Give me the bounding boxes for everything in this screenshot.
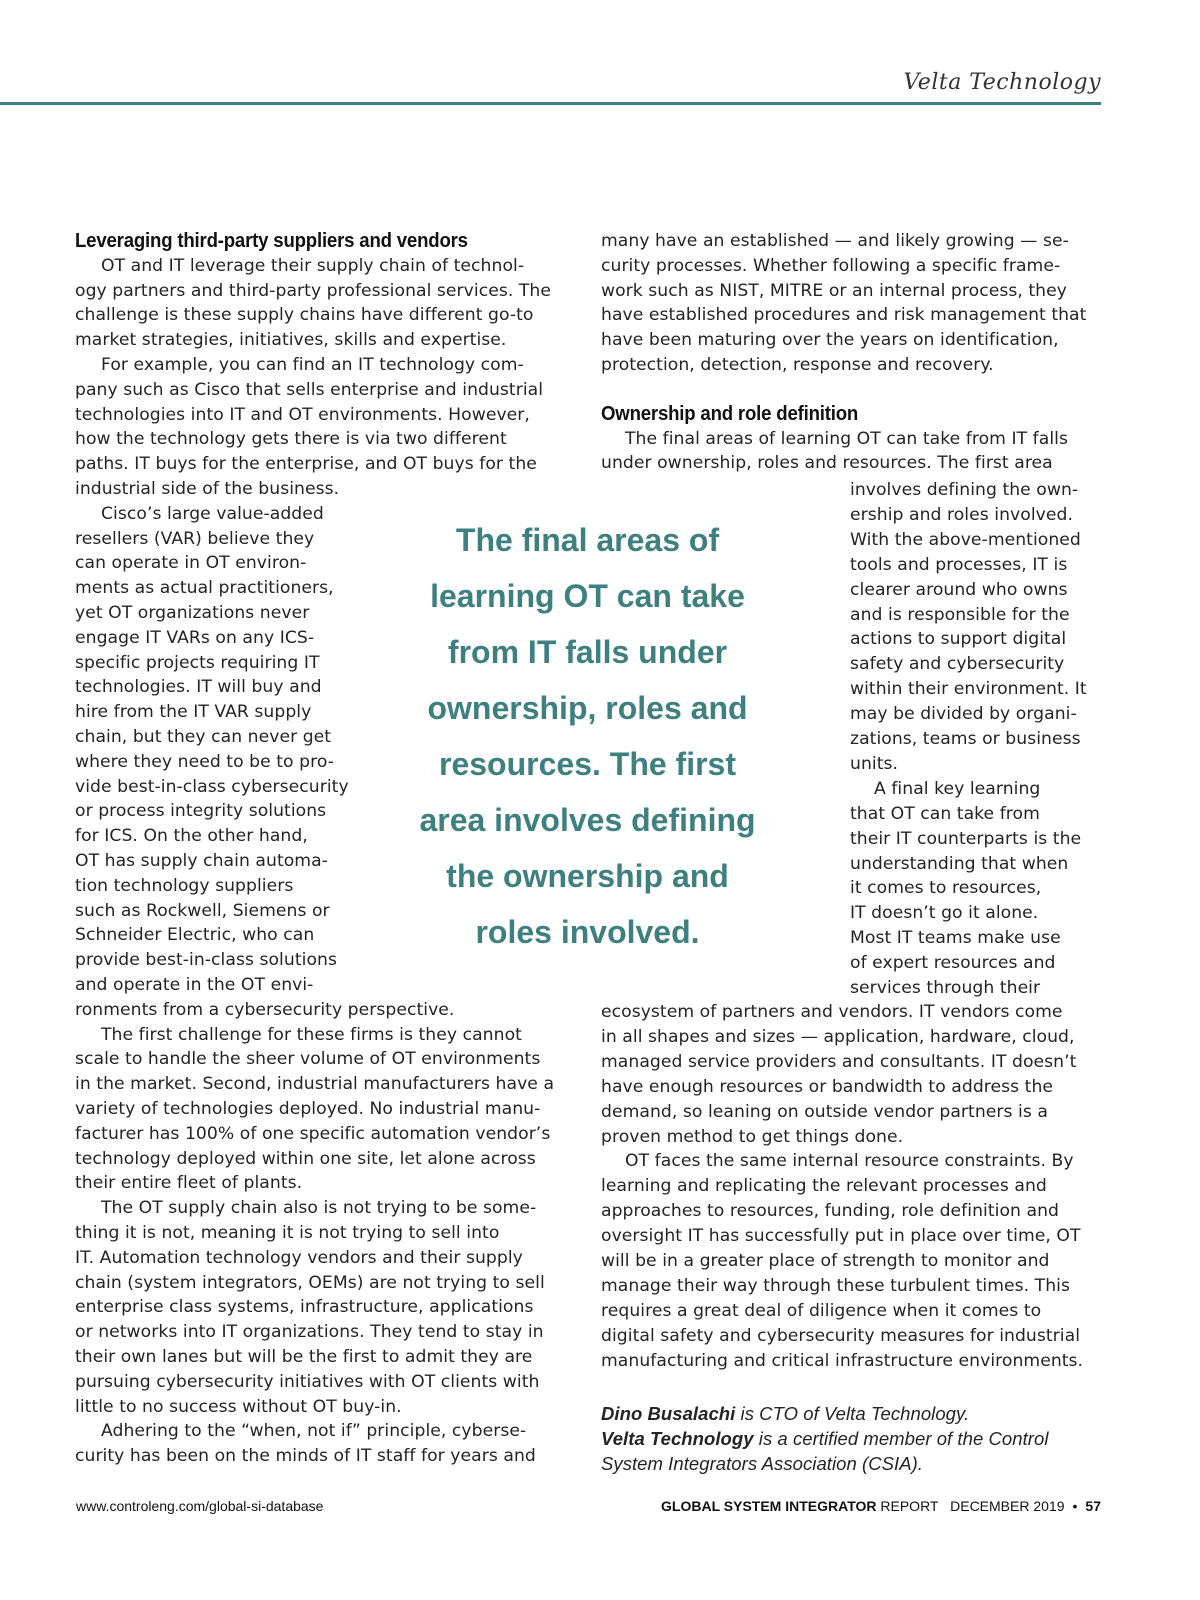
footer-publication bbox=[661, 1498, 1101, 1514]
body-text-line: challenge is these supply chains have different go-to bbox=[75, 305, 534, 326]
body-text-line: protection, detection, response and recovery. bbox=[601, 355, 994, 375]
author-byline bbox=[601, 1401, 969, 1426]
body-text-line: learning and replicating the relevant processes and bbox=[601, 1176, 1047, 1197]
body-text-line: have been maturing over the years on identification, bbox=[601, 330, 1059, 351]
body-text-line: have established procedures and risk management that bbox=[601, 305, 1087, 326]
body-text-line: The final areas of learning OT can take from IT falls bbox=[625, 428, 1068, 449]
body-text-line: oversight IT has successfully put in place over time, OT bbox=[601, 1226, 1081, 1247]
body-text-line: little to no success without OT buy-in. bbox=[75, 1396, 402, 1417]
body-text-line: clearer around who owns bbox=[850, 579, 1068, 600]
body-text-line: With the above-mentioned bbox=[850, 529, 1081, 550]
byline-text: is CTO of Velta Technology. bbox=[735, 1403, 970, 1424]
body-text-line: of expert resources and bbox=[850, 953, 1056, 974]
body-text-line: manufacturing and critical infrastructure environments. bbox=[601, 1350, 1084, 1371]
body-text-line: approaches to resources, funding, role definition and bbox=[601, 1201, 1059, 1222]
body-text-line: A final key learning bbox=[874, 778, 1041, 799]
body-text-line: it comes to resources, bbox=[850, 878, 1042, 899]
body-text-line: curity has been on the minds of IT staff for years and bbox=[75, 1446, 536, 1467]
body-text-line: where they need to be to pro- bbox=[75, 751, 334, 772]
body-text-line: For example, you can find an IT technology com- bbox=[101, 355, 524, 375]
footer-separator: • bbox=[1072, 1498, 1078, 1514]
body-text-line: OT and IT leverage their supply chain of technol- bbox=[101, 255, 525, 276]
body-text-line: paths. IT buys for the enterprise, and OT buys for the bbox=[75, 454, 537, 475]
body-text-line: pursuing cybersecurity initiatives with OT clients with bbox=[75, 1371, 540, 1392]
body-text-line: scale to handle the sheer volume of OT environments bbox=[75, 1049, 541, 1070]
body-text-line: zations, teams or business bbox=[850, 729, 1081, 749]
body-text-line: Schneider Electric, who can bbox=[75, 925, 315, 946]
body-text-line: facturer has 100% of one specific automation vendor’s bbox=[75, 1123, 551, 1144]
body-text-line: understanding that when bbox=[850, 853, 1069, 874]
body-text-line: under ownership, roles and resources. The first area bbox=[601, 453, 1053, 474]
body-text-line: safety and cybersecurity bbox=[850, 654, 1065, 675]
body-text-line: ments as actual practitioners, bbox=[75, 578, 334, 599]
body-text-line: curity processes. Whether following a specific frame- bbox=[601, 255, 1061, 276]
body-text-line: will be in a greater place of strength to monitor and bbox=[601, 1251, 1050, 1271]
author-name: Dino Busalachi bbox=[601, 1403, 736, 1424]
pull-quote-line: the ownership and bbox=[446, 858, 729, 894]
body-text-line: provide best-in-class solutions bbox=[75, 950, 337, 971]
body-text-line: requires a great deal of diligence when it comes to bbox=[601, 1300, 1042, 1321]
body-text-line: thing it is not, meaning it is not trying to sell into bbox=[75, 1223, 500, 1243]
body-text-line: technologies into IT and OT environments. However, bbox=[75, 404, 530, 425]
pull-quote-line: The final areas of bbox=[455, 522, 720, 558]
pull-quote-line: ownership, roles and bbox=[427, 690, 748, 726]
body-text-line: chain, but they can never get bbox=[75, 727, 332, 747]
body-text-line: their own lanes but will be the first to admit they are bbox=[75, 1347, 533, 1367]
body-text-line: involves defining the own- bbox=[850, 480, 1079, 500]
body-text-line: specific projects requiring IT bbox=[75, 652, 320, 673]
body-text-line: Most IT teams make use bbox=[850, 928, 1061, 949]
pull-quote-line: area involves defining bbox=[419, 802, 756, 838]
body-text-line: hire from the IT VAR supply bbox=[75, 702, 312, 723]
body-text-line: enterprise class systems, infrastructure, applications bbox=[75, 1297, 534, 1318]
body-text-line: may be divided by organi- bbox=[850, 704, 1077, 725]
body-text-line: Cisco’s large value-added bbox=[101, 503, 324, 524]
body-text-line: many have an established — and likely growing — se- bbox=[601, 231, 1069, 251]
body-text-line: technology deployed within one site, let alone across bbox=[75, 1148, 536, 1169]
body-text-line: can operate in OT environ- bbox=[75, 553, 307, 574]
page-number: 57 bbox=[1085, 1498, 1101, 1514]
body-text-line: The first challenge for these firms is they cannot bbox=[101, 1024, 522, 1045]
pull-quote-line: resources. The first bbox=[439, 746, 736, 782]
body-text-line: chain (system integrators, OEMs) are not trying to sell bbox=[75, 1272, 545, 1293]
body-text-line: engage IT VARs on any ICS- bbox=[75, 627, 315, 648]
body-text-line: have enough resources or bandwidth to address the bbox=[601, 1076, 1054, 1097]
body-text-line: OT has supply chain automa- bbox=[75, 851, 328, 871]
body-text-line: how the technology gets there is via two different bbox=[75, 429, 507, 450]
pull-quote-line: from IT falls under bbox=[447, 634, 728, 670]
pull-quote-line: roles involved. bbox=[475, 914, 700, 950]
body-text-line: units. bbox=[850, 753, 899, 774]
body-text-line: yet OT organizations never bbox=[75, 603, 310, 623]
body-text-line: industrial side of the business. bbox=[75, 479, 340, 499]
body-text-line: ership and roles involved. bbox=[850, 504, 1073, 525]
body-text-line: market strategies, initiatives, skills and expertise. bbox=[75, 330, 507, 351]
body-text-line: ronments from a cybersecurity perspective. bbox=[75, 999, 455, 1020]
body-text-line: IT. Automation technology vendors and their supply bbox=[75, 1247, 523, 1268]
body-text-line: pany such as Cisco that sells enterprise and industrial bbox=[75, 379, 544, 400]
body-text-line: demand, so leaning on outside vendor partners is a bbox=[601, 1101, 1048, 1122]
body-text-line: such as Rockwell, Siemens or bbox=[75, 900, 330, 921]
pull-quote-line: learning OT can take bbox=[430, 578, 745, 614]
body-text-line: in the market. Second, industrial manufacturers have a bbox=[75, 1074, 555, 1095]
body-text-line: tion technology suppliers bbox=[75, 875, 294, 896]
body-text-line: proven method to get things done. bbox=[601, 1126, 904, 1147]
body-text-line: that OT can take from bbox=[850, 803, 1040, 824]
section-heading: Ownership and role definition bbox=[601, 402, 859, 425]
footer-url: www.controleng.com/global-si-database bbox=[76, 1498, 324, 1514]
body-text-line: their entire fleet of plants. bbox=[75, 1173, 303, 1194]
company-name: Velta Technology bbox=[601, 1428, 754, 1449]
body-text-line: resellers (VAR) believe they bbox=[75, 528, 315, 549]
body-text-line: digital safety and cybersecurity measures for industrial bbox=[601, 1325, 1081, 1346]
byline-text: System Integrators Association (CSIA). bbox=[601, 1453, 923, 1474]
header-rule bbox=[0, 102, 1101, 105]
body-text-line: managed service providers and consultants. IT doesn’t bbox=[601, 1051, 1077, 1072]
body-text-line: work such as NIST, MITRE or an internal process, they bbox=[601, 280, 1067, 301]
body-text-line: or networks into IT organizations. They tend to stay in bbox=[75, 1322, 544, 1343]
body-text-line: The OT supply chain also is not trying to be some- bbox=[101, 1198, 537, 1219]
body-text-line: services through their bbox=[850, 978, 1041, 998]
body-text-line: ogy partners and third-party professional services. The bbox=[75, 280, 551, 301]
body-text-line: manage their way through these turbulent times. This bbox=[601, 1275, 1070, 1296]
company-byline bbox=[601, 1426, 1048, 1451]
body-text-line: for ICS. On the other hand, bbox=[75, 826, 308, 847]
running-header-title: Velta Technology bbox=[903, 70, 1101, 95]
body-text-line: actions to support digital bbox=[850, 629, 1067, 650]
body-text-line: variety of technologies deployed. No industrial manu- bbox=[75, 1099, 541, 1119]
body-text-line: vide best-in-class cybersecurity bbox=[75, 776, 349, 797]
body-text-line: within their environment. It bbox=[850, 679, 1087, 700]
body-text-line: Adhering to the “when, not if” principle, cyberse- bbox=[101, 1421, 527, 1442]
body-text-line: tools and processes, IT is bbox=[850, 554, 1068, 575]
body-text-line: IT doesn’t go it alone. bbox=[850, 903, 1039, 924]
section-heading: Leveraging third-party suppliers and vendors bbox=[75, 230, 468, 252]
body-text-line: and operate in the OT envi- bbox=[75, 975, 314, 995]
footer-publication-name: GLOBAL SYSTEM INTEGRATOR bbox=[661, 1498, 877, 1514]
footer-date: DECEMBER 2019 bbox=[950, 1498, 1065, 1514]
footer-publication-suffix: REPORT bbox=[880, 1498, 939, 1514]
body-text-line: OT faces the same internal resource constraints. By bbox=[625, 1151, 1074, 1172]
body-text-line: or process integrity solutions bbox=[75, 801, 327, 822]
body-text-line: and is responsible for the bbox=[850, 604, 1070, 625]
body-text-line: technologies. IT will buy and bbox=[75, 677, 322, 698]
body-text-line: in all shapes and sizes — application, hardware, cloud, bbox=[601, 1026, 1075, 1047]
byline-text: is a certified member of the Control bbox=[753, 1428, 1049, 1449]
body-text-line: their IT counterparts is the bbox=[850, 828, 1082, 849]
body-text-line: ecosystem of partners and vendors. IT vendors come bbox=[601, 1002, 1063, 1022]
